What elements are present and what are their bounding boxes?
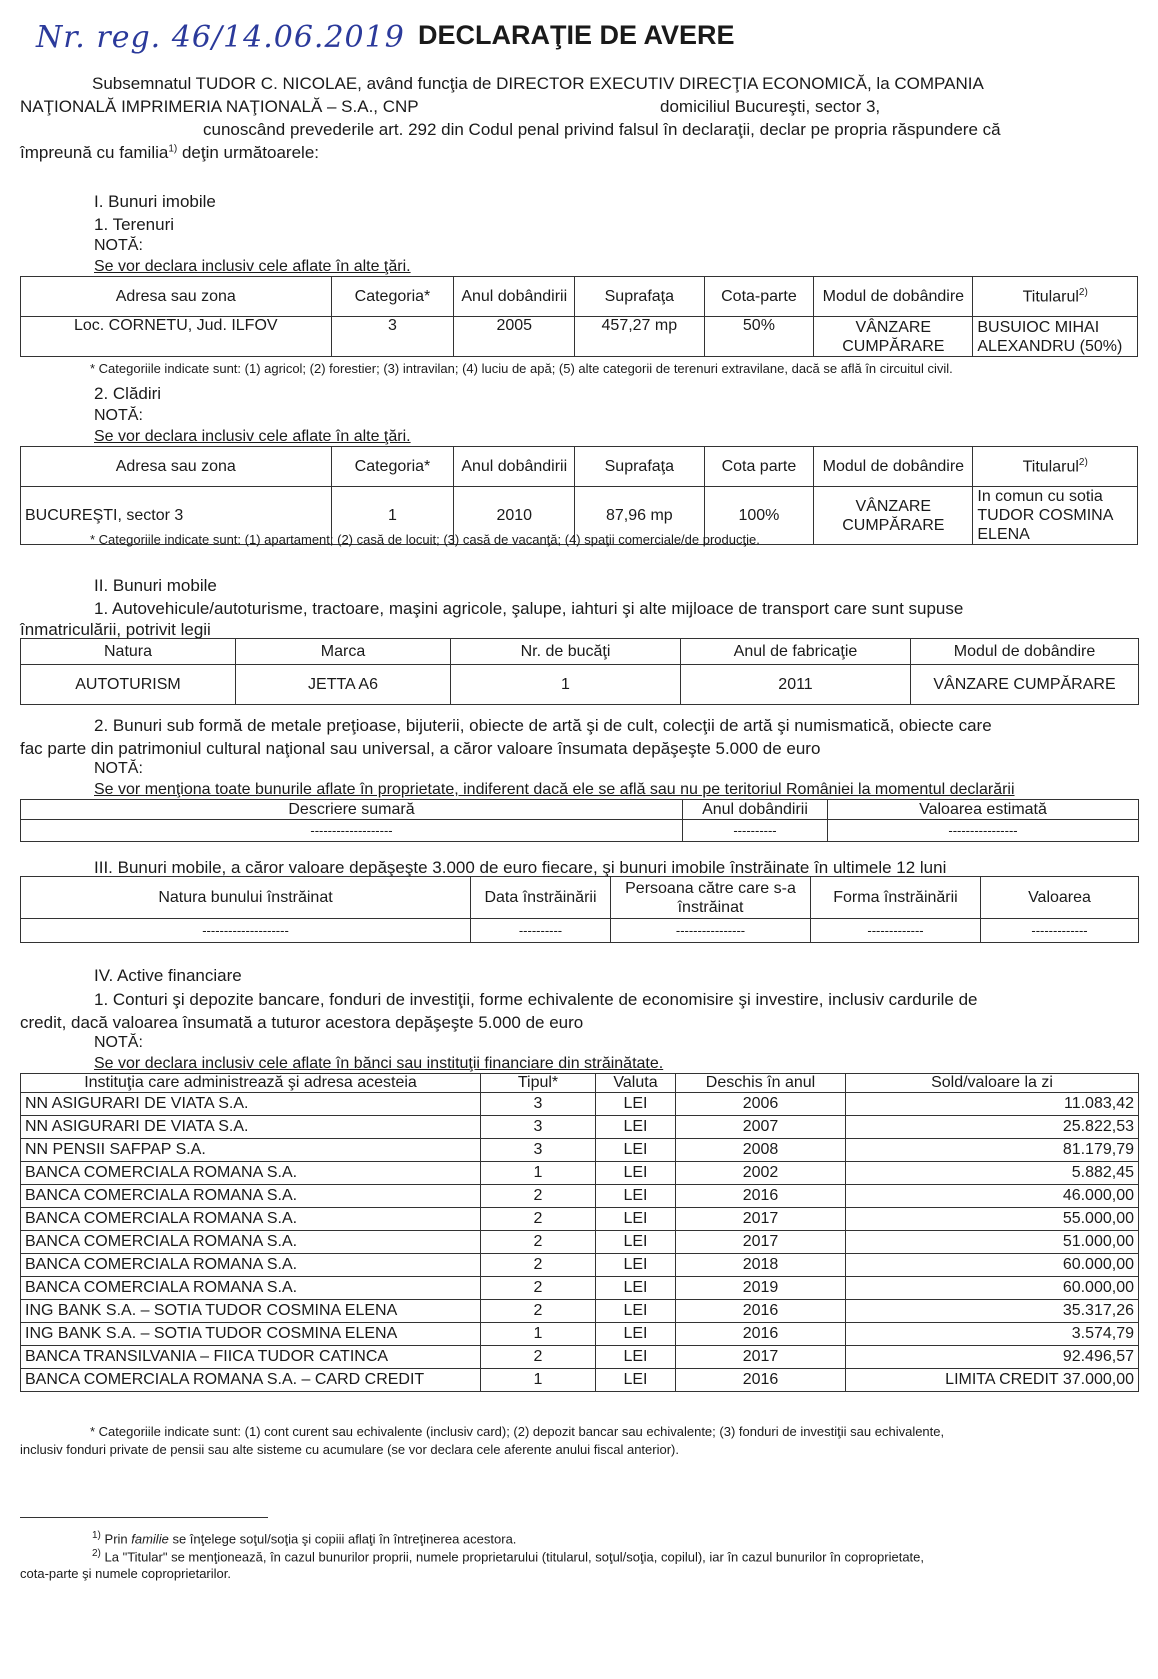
table-header-row <box>21 277 1138 317</box>
table-cell: LEI <box>596 1369 676 1392</box>
nota-label: NOTĂ: <box>94 760 143 777</box>
intro-line-2a: NAŢIONALĂ IMPRIMERIA NAŢIONALĂ – S.A., CNP <box>20 97 419 116</box>
table-cell: BANCA COMERCIALA ROMANA S.A. <box>21 1231 481 1254</box>
table-cell: LEI <box>596 1300 676 1323</box>
column-header: Modul de dobândire <box>814 447 973 487</box>
table-header-row <box>21 877 1139 919</box>
column-header: Nr. de bucăţi <box>451 639 681 665</box>
table-cell: ------------------- <box>21 820 683 842</box>
table-cell: 2011 <box>681 665 911 705</box>
table-row <box>21 1300 1139 1323</box>
section-2-sub-1b: înmatriculării, potrivit legii <box>20 620 211 639</box>
column-header: Anul dobândirii <box>454 447 575 487</box>
section-2-heading: II. Bunuri mobile <box>94 576 217 595</box>
table-cell: 50% <box>704 317 814 357</box>
table-cell: 87,96 mp <box>575 487 704 545</box>
column-header: Valoarea estimată <box>828 800 1139 820</box>
table-cell: LEI <box>596 1346 676 1369</box>
table-row <box>21 1254 1139 1277</box>
table-cell: 2017 <box>676 1231 846 1254</box>
table-cell: 92.496,57 <box>846 1346 1139 1369</box>
nota-label: NOTĂ: <box>94 237 143 254</box>
table-row <box>21 665 1139 705</box>
table-cell: 2 <box>481 1231 596 1254</box>
table-row <box>21 1139 1139 1162</box>
table-cell: 55.000,00 <box>846 1208 1139 1231</box>
nota-text: Se vor menţiona toate bunurile aflate în proprietate, indiferent dacă ele se află sau nu pe teritoriul României la momentul declarării <box>94 781 1015 798</box>
table-cell: 2 <box>481 1277 596 1300</box>
section-2-sub-2a: 2. Bunuri sub formă de metale preţioase, bijuterii, obiecte de artă şi de cult, colecţii de artă şi numismatică, obiecte care <box>94 716 992 735</box>
column-header: Instituţia care administrează şi adresa acesteia <box>21 1074 481 1093</box>
table-cell: ---------- <box>683 820 828 842</box>
column-header: Categoria* <box>331 277 454 317</box>
table-cell: 1 <box>481 1323 596 1346</box>
table-cell: 457,27 mp <box>575 317 704 357</box>
table-cell: JETTA A6 <box>236 665 451 705</box>
table-cell: ------------- <box>811 919 981 943</box>
table-row <box>21 1231 1139 1254</box>
nota-label: NOTĂ: <box>94 1034 143 1051</box>
table-cell: BUCUREŞTI, sector 3 <box>21 487 332 545</box>
section-4-heading: IV. Active financiare <box>94 966 242 985</box>
column-header: Anul dobândirii <box>454 277 575 317</box>
table-cell: 3 <box>481 1093 596 1116</box>
buildings-table <box>20 446 1138 545</box>
table-cell: BANCA COMERCIALA ROMANA S.A. <box>21 1162 481 1185</box>
nota-text: Se vor declara inclusiv cele aflate în bănci sau instituţii financiare din străinătate. <box>94 1055 664 1072</box>
table-cell: 1 <box>451 665 681 705</box>
footnote-1: $^{1)}$ Prin familie se înţelege soţul/soţia şi copiii aflaţi în întreţinerea acestora. <box>92 1530 517 1547</box>
table-cell: 2016 <box>676 1323 846 1346</box>
table-cell: ---------------- <box>828 820 1139 842</box>
table-cell: BANCA COMERCIALA ROMANA S.A. <box>21 1185 481 1208</box>
table-cell: 35.317,26 <box>846 1300 1139 1323</box>
table-cell: VÂNZARE CUMPĂRARE <box>814 487 973 545</box>
table-cell: LEI <box>596 1162 676 1185</box>
footnote-divider <box>20 1517 268 1518</box>
nota-label: NOTĂ: <box>94 407 143 424</box>
table-cell: BANCA TRANSILVANIA – FIICA TUDOR CATINCA <box>21 1346 481 1369</box>
table-cell: 2016 <box>676 1185 846 1208</box>
table-cell: 1 <box>481 1162 596 1185</box>
table-cell: VÂNZARE CUMPĂRARE <box>814 317 973 357</box>
table-cell: 2006 <box>676 1093 846 1116</box>
section-1-sub-1: 1. Terenuri <box>94 215 175 234</box>
table-cell: LEI <box>596 1231 676 1254</box>
accounts-footnote-a: * Categoriile indicate sunt: (1) cont curent sau echivalente (inclusiv card); (2) depozit bancar sau echivalente; (3) fonduri de investiţii sau echivalente, <box>90 1424 945 1439</box>
table-cell: 2008 <box>676 1139 846 1162</box>
column-header: Forma înstrăinării <box>811 877 981 919</box>
table-row <box>21 1116 1139 1139</box>
table-cell: 60.000,00 <box>846 1277 1139 1300</box>
table-cell: 2017 <box>676 1346 846 1369</box>
column-header: Data înstrăinării <box>471 877 611 919</box>
table-cell: LEI <box>596 1323 676 1346</box>
table-cell: 46.000,00 <box>846 1185 1139 1208</box>
table-cell: 2 <box>481 1185 596 1208</box>
nota-text: Se vor declara inclusiv cele aflate în alte ţări. <box>94 258 411 275</box>
column-header: Natura bunului înstrăinat <box>21 877 471 919</box>
table-cell: 2005 <box>454 317 575 357</box>
table-cell: 3 <box>481 1139 596 1162</box>
table-cell: ---------- <box>471 919 611 943</box>
table-row <box>21 1162 1139 1185</box>
vehicles-table <box>20 638 1139 705</box>
table-cell: 3 <box>331 317 454 357</box>
table-cell: LEI <box>596 1139 676 1162</box>
table-row <box>21 1346 1139 1369</box>
table-cell: 1 <box>481 1369 596 1392</box>
section-1-heading: I. Bunuri imobile <box>94 192 216 211</box>
table-row <box>21 1093 1139 1116</box>
column-header: Titularul$^{2)}$ <box>973 277 1138 317</box>
table-cell: 60.000,00 <box>846 1254 1139 1277</box>
column-header: Descriere sumară <box>21 800 683 820</box>
table-cell: 5.882,45 <box>846 1162 1139 1185</box>
column-header: Marca <box>236 639 451 665</box>
section-2-sub-2b: fac parte din patrimoniul cultural naţional sau universal, a căror valoare însumata depăşeşte 5.000 de euro <box>20 739 821 758</box>
table-cell: Loc. CORNETU, Jud. ILFOV <box>21 317 332 357</box>
intro-line-4: împreună cu familia$^{1)}$ deţin următoarele: <box>20 143 319 162</box>
column-header: Modul de dobândire <box>911 639 1139 665</box>
table-cell: LEI <box>596 1093 676 1116</box>
column-header: Categoria* <box>331 447 454 487</box>
table-cell: LEI <box>596 1254 676 1277</box>
registration-number: Nr. reg. 46/14.06.2019 <box>36 20 405 55</box>
table-cell: ING BANK S.A. – SOTIA TUDOR COSMINA ELENA <box>21 1323 481 1346</box>
table-row <box>21 1323 1139 1346</box>
table-cell: ------------- <box>981 919 1139 943</box>
table-cell: NN PENSII SAFPAP S.A. <box>21 1139 481 1162</box>
column-header: Cota-parte <box>704 277 814 317</box>
column-header: Suprafaţa <box>575 277 704 317</box>
table-header-row <box>21 447 1138 487</box>
table-cell: 2 <box>481 1300 596 1323</box>
table-cell: NN ASIGURARI DE VIATA S.A. <box>21 1093 481 1116</box>
table-cell: LEI <box>596 1277 676 1300</box>
table-cell: 11.083,42 <box>846 1093 1139 1116</box>
table-cell: LEI <box>596 1116 676 1139</box>
page-title: DECLARAŢIE DE AVERE <box>418 20 735 50</box>
accounts-table <box>20 1073 1139 1392</box>
table-row <box>21 820 1139 842</box>
table-row <box>21 1369 1139 1392</box>
table-cell: 2018 <box>676 1254 846 1277</box>
section-3-heading: III. Bunuri mobile, a căror valoare depăşeşte 3.000 de euro fiecare, şi bunuri imobile înstrăinate în ultimele 12 luni <box>94 858 947 877</box>
table-cell: NN ASIGURARI DE VIATA S.A. <box>21 1116 481 1139</box>
table-cell: 100% <box>704 487 814 545</box>
table-cell: 2 <box>481 1346 596 1369</box>
column-header: Anul de fabricaţie <box>681 639 911 665</box>
land-table <box>20 276 1138 357</box>
column-header: Cota parte <box>704 447 814 487</box>
table-row <box>21 1185 1139 1208</box>
table-row <box>21 317 1138 357</box>
column-header: Valoarea <box>981 877 1139 919</box>
table-row <box>21 919 1139 943</box>
column-header: Persoana către care s-a înstrăinat <box>611 877 811 919</box>
table-header-row <box>21 800 1139 820</box>
land-footnote: * Categoriile indicate sunt: (1) agricol; (2) forestier; (3) intravilan; (4) luciu de apă; (5) alte categorii de terenuri extravilane, dacă se află în circuitul civil. <box>90 361 953 376</box>
footnote-2b: cota-parte şi numele coproprietarilor. <box>20 1566 231 1581</box>
column-header: Deschis în anul <box>676 1074 846 1093</box>
table-cell: BANCA COMERCIALA ROMANA S.A. <box>21 1208 481 1231</box>
table-cell: BANCA COMERCIALA ROMANA S.A. <box>21 1254 481 1277</box>
table-header-row <box>21 639 1139 665</box>
table-cell: 3 <box>481 1116 596 1139</box>
table-cell: 1 <box>331 487 454 545</box>
table-cell: LEI <box>596 1185 676 1208</box>
column-header: Adresa sau zona <box>21 447 332 487</box>
table-cell: 2019 <box>676 1277 846 1300</box>
section-4-sub-1a: 1. Conturi şi depozite bancare, fonduri de investiţii, forme echivalente de economisire şi investire, inclusiv cardurile de <box>94 990 978 1009</box>
table-cell: BUSUIOC MIHAI ALEXANDRU (50%) <box>973 317 1138 357</box>
valuables-table <box>20 799 1139 842</box>
table-cell: 2002 <box>676 1162 846 1185</box>
section-1-sub-2: 2. Clădiri <box>94 384 162 403</box>
table-cell: 51.000,00 <box>846 1231 1139 1254</box>
intro-line-3: cunoscând prevederile art. 292 din Codul penal privind falsul în declaraţii, declar pe propria răspundere că <box>203 120 1001 139</box>
column-header: Titularul$^{2)}$ <box>973 447 1138 487</box>
table-cell: -------------------- <box>21 919 471 943</box>
accounts-footnote-b: inclusiv fonduri private de pensii sau alte sisteme cu acumulare (se vor declara cele aferente anului fiscal anterior). <box>20 1442 679 1457</box>
table-cell: 2016 <box>676 1369 846 1392</box>
nota-text: Se vor declara inclusiv cele aflate în alte ţări. <box>94 428 411 445</box>
column-header: Natura <box>21 639 236 665</box>
section-2-sub-1a: 1. Autovehicule/autoturisme, tractoare, maşini agricole, şalupe, iahturi şi alte mijloace de transport care sunt supuse <box>94 599 964 618</box>
footnote-2a: $^{2)}$ La "Titular" se menţionează, în cazul bunurilor proprii, numele proprietarului (titularul, soţul/soţia, copilul), iar în cazul bunurilor în coproprietate, <box>92 1548 925 1565</box>
alienated-table <box>20 876 1139 943</box>
intro-line-1: Subsemnatul TUDOR C. NICOLAE, având funcţia de DIRECTOR EXECUTIV DIRECŢIA ECONOMICĂ, la COMPANIA <box>92 74 984 93</box>
column-header: Valuta <box>596 1074 676 1093</box>
column-header: Anul dobândirii <box>683 800 828 820</box>
column-header: Sold/valoare la zi <box>846 1074 1139 1093</box>
table-cell: BANCA COMERCIALA ROMANA S.A. <box>21 1277 481 1300</box>
table-cell: LEI <box>596 1208 676 1231</box>
table-cell: 25.822,53 <box>846 1116 1139 1139</box>
table-cell: 2 <box>481 1208 596 1231</box>
table-header-row <box>21 1074 1139 1093</box>
table-cell: LIMITA CREDIT 37.000,00 <box>846 1369 1139 1392</box>
table-cell: In comun cu sotia TUDOR COSMINA ELENA <box>973 487 1138 545</box>
table-cell: 2007 <box>676 1116 846 1139</box>
table-cell: 3.574,79 <box>846 1323 1139 1346</box>
buildings-footnote: * Categoriile indicate sunt: (1) apartament; (2) casă de locuit; (3) casă de vacanţă; (4) spaţii comerciale/de producţie. <box>90 532 760 547</box>
table-row <box>21 1208 1139 1231</box>
table-cell: 2010 <box>454 487 575 545</box>
table-cell: 2017 <box>676 1208 846 1231</box>
table-cell: 2 <box>481 1254 596 1277</box>
table-cell: BANCA COMERCIALA ROMANA S.A. – CARD CREDIT <box>21 1369 481 1392</box>
table-cell: ---------------- <box>611 919 811 943</box>
intro-line-2b: domiciliul Bucureşti, sector 3, <box>660 97 881 116</box>
table-cell: 2016 <box>676 1300 846 1323</box>
table-cell: AUTOTURISM <box>21 665 236 705</box>
table-cell: ING BANK S.A. – SOTIA TUDOR COSMINA ELENA <box>21 1300 481 1323</box>
column-header: Tipul* <box>481 1074 596 1093</box>
column-header: Adresa sau zona <box>21 277 332 317</box>
table-cell: 81.179,79 <box>846 1139 1139 1162</box>
table-row <box>21 1277 1139 1300</box>
table-cell: VÂNZARE CUMPĂRARE <box>911 665 1139 705</box>
column-header: Modul de dobândire <box>814 277 973 317</box>
column-header: Suprafaţa <box>575 447 704 487</box>
accounts-table-body <box>21 1074 1139 1392</box>
section-4-sub-1b: credit, dacă valoarea însumată a tuturor acestora depăşeşte 5.000 de euro <box>20 1013 584 1032</box>
